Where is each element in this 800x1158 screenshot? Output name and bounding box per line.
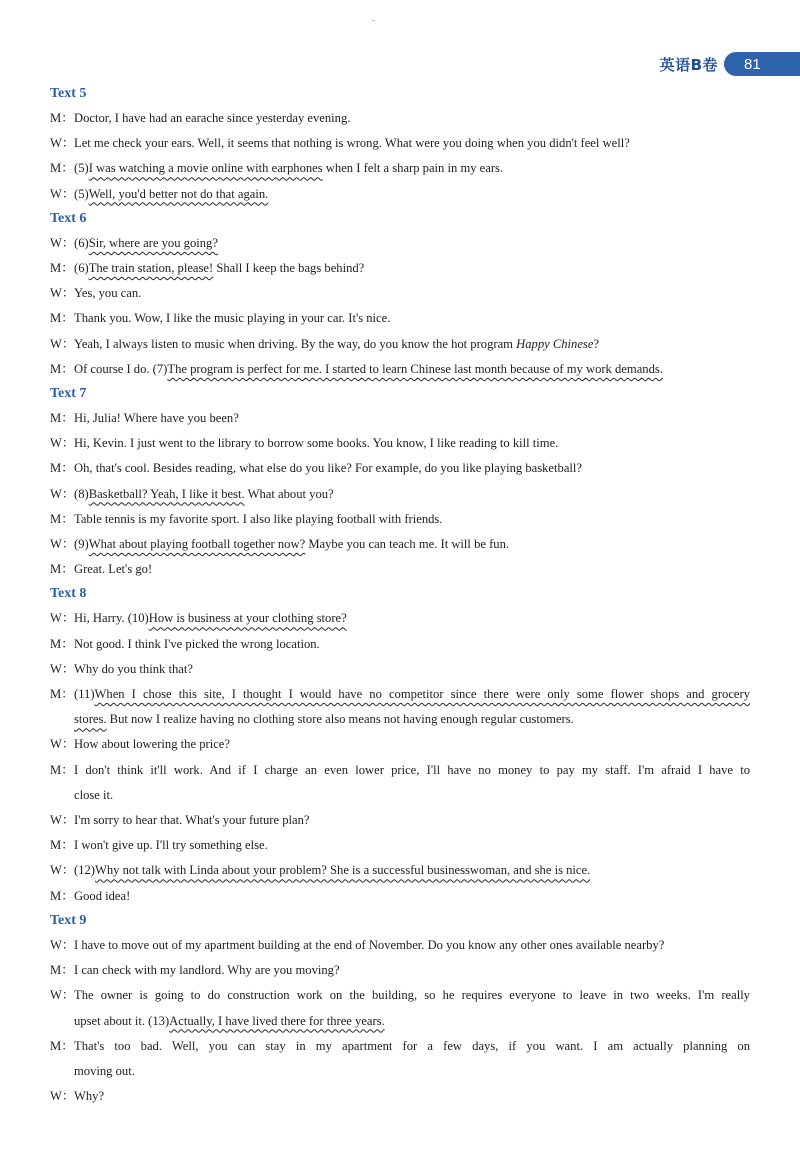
- line-text: [74, 411, 239, 425]
- dialogue-line: [50, 1034, 750, 1059]
- dialogue-line: [50, 808, 750, 833]
- speaker-label: W：: [50, 336, 75, 351]
- speaker-label: M：: [50, 762, 74, 777]
- speaker-label: W：: [50, 813, 75, 828]
- line-text: [74, 1089, 104, 1103]
- text-section: [50, 909, 750, 1109]
- dialogue-line-continuation: [50, 1059, 750, 1084]
- text-run: Great. Let's go!: [74, 562, 153, 577]
- line-text: [74, 187, 268, 201]
- answer-underline-text: Actually, I have lived there for three years.: [169, 1013, 385, 1028]
- speaker-label: M：: [50, 461, 74, 476]
- line-text: [74, 737, 230, 751]
- text-run: Thank you. Wow, I like the music playing in your car. It's nice.: [74, 311, 391, 326]
- speaker-label: W：: [50, 235, 75, 250]
- answer-underline-text: How is business at your clothing store?: [148, 611, 347, 626]
- text-run: (8): [74, 486, 89, 501]
- section-title: Text 7: [50, 386, 87, 402]
- text-run: Oh, that's cool. Besides reading, what else do you like? For example, do you like playing basketball?: [74, 461, 582, 476]
- line-text: [74, 461, 582, 475]
- text-run: The owner is going to do construction work on the building, so he requires everyone to leave in two weeks. I'm really: [74, 988, 750, 1003]
- line-text: [74, 362, 663, 376]
- dialogue-line: [50, 482, 750, 507]
- line-text: [74, 763, 750, 777]
- line-text: [74, 286, 141, 300]
- line-text: [74, 637, 320, 651]
- text-run: (12): [74, 863, 95, 878]
- dialogue-line: [50, 1084, 750, 1109]
- answer-underline-text: Well, you'd better not do that again.: [88, 186, 269, 201]
- section-title: Text 8: [50, 586, 87, 602]
- text-run: Doctor, I have had an earache since yesterday evening.: [74, 111, 351, 125]
- text-run: But now I realize having no clothing store also means not having enough regular customers.: [106, 712, 574, 727]
- text-run: Hi, Julia! Where have you been?: [74, 411, 239, 426]
- dialogue-line: [50, 606, 750, 631]
- dialogue-line: [50, 507, 750, 532]
- answer-underline-text: The train station, please!: [88, 261, 214, 276]
- answer-underline-text: stores.: [74, 712, 107, 727]
- text-run: (6): [74, 261, 89, 276]
- dialogue-line: [50, 682, 750, 707]
- dialogue-line: [50, 983, 750, 1008]
- line-text: [74, 687, 750, 701]
- page-header: [660, 52, 800, 76]
- answer-underline-text: Basketball? Yeah, I like it best.: [88, 486, 245, 501]
- text-run: Yes, you can.: [74, 286, 142, 301]
- text-run: How about lowering the price?: [74, 737, 230, 752]
- dialogue-line: [50, 657, 750, 682]
- line-text: [74, 337, 599, 351]
- line-text: [74, 838, 268, 852]
- text-run: Happy Chinese: [516, 336, 594, 351]
- speaker-label: W：: [50, 436, 75, 451]
- speaker-label: W：: [50, 136, 75, 151]
- section-title: Text 9: [50, 912, 87, 928]
- speaker-label: W：: [50, 937, 75, 952]
- text-run: Not good. I think I've picked the wrong location.: [74, 636, 320, 651]
- dialogue-line: [50, 256, 750, 281]
- text-run: (9): [74, 537, 89, 552]
- dialogue-line: [50, 357, 750, 382]
- dialogue-line: [50, 632, 750, 657]
- line-text: [74, 1014, 385, 1028]
- line-text: [74, 161, 503, 175]
- text-run: close it.: [74, 787, 114, 802]
- speaker-label: W：: [50, 1089, 75, 1104]
- dialogue-line: [50, 131, 750, 156]
- text-run: moving out.: [74, 1063, 135, 1078]
- speaker-label: M：: [50, 636, 74, 651]
- line-text: [74, 611, 347, 625]
- answer-underline-text: Sir, where are you going?: [88, 235, 218, 250]
- text-run: Hi, Harry. (10): [74, 611, 149, 626]
- text-run: What about you?: [244, 486, 334, 501]
- text-run: I'm sorry to hear that. What's your future plan?: [74, 813, 310, 828]
- line-text: [74, 537, 509, 551]
- text-run: I won't give up. I'll try something else.: [74, 838, 268, 853]
- text-run: Hi, Kevin. I just went to the library to borrow some books. You know, I like reading to kill time.: [74, 436, 559, 451]
- dialogue-line: [50, 106, 750, 131]
- text-section: [50, 207, 750, 382]
- text-section: [50, 382, 750, 582]
- text-run: (11): [74, 687, 95, 702]
- line-text: [74, 662, 193, 676]
- text-run: Why?: [74, 1089, 105, 1104]
- speaker-label: W：: [50, 286, 75, 301]
- answer-underline-text: The program is perfect for me. I started to learn Chinese last month because of my work demands.: [167, 361, 663, 376]
- speaker-label: W：: [50, 486, 75, 501]
- answer-underline-text: Why not talk with Linda about your problem? She is a successful businesswoman, and she is nice.: [94, 863, 591, 878]
- line-text: [74, 136, 630, 150]
- dialogue-line: [50, 182, 750, 207]
- speaker-label: M：: [50, 1038, 74, 1053]
- line-text: [74, 261, 364, 275]
- speaker-label: W：: [50, 737, 75, 752]
- speaker-label: M：: [50, 888, 74, 903]
- line-text: [74, 938, 664, 952]
- text-run: (5): [74, 161, 89, 176]
- page-number: 81: [724, 52, 800, 76]
- speaker-label: W：: [50, 661, 75, 676]
- dialogue-line-continuation: [50, 783, 750, 808]
- dialogue-line: [50, 557, 750, 582]
- text-section: [50, 82, 750, 207]
- line-text: [74, 1064, 135, 1078]
- speaker-label: M：: [50, 963, 74, 978]
- speaker-label: M：: [50, 838, 74, 853]
- line-text: [74, 988, 750, 1002]
- speaker-label: W：: [50, 186, 75, 201]
- section-title: Text 5: [50, 86, 87, 101]
- dialogue-line: [50, 306, 750, 331]
- speaker-label: M：: [50, 361, 74, 376]
- speaker-label: M：: [50, 311, 74, 326]
- scan-mark: [372, 20, 375, 21]
- line-text: [74, 236, 218, 250]
- dialogue-line: [50, 933, 750, 958]
- text-section: [50, 582, 750, 908]
- text-run: ?: [593, 336, 600, 351]
- text-run: Let me check your ears. Well, it seems that nothing is wrong. What were you doing when you didn't feel well?: [74, 136, 630, 151]
- line-text: [74, 512, 442, 526]
- speaker-label: M：: [50, 411, 74, 426]
- text-run: when I felt a sharp pain in my ears.: [322, 161, 504, 176]
- text-run: I can check with my landlord. Why are you moving?: [74, 963, 340, 978]
- dialogue-line: [50, 156, 750, 181]
- text-run: (5): [74, 186, 89, 201]
- dialogue-line: [50, 958, 750, 983]
- line-text: [74, 1039, 750, 1053]
- text-run: Yeah, I always listen to music when driving. By the way, do you know the hot program: [74, 336, 517, 351]
- dialogue-line: [50, 431, 750, 456]
- line-text: [74, 863, 590, 877]
- line-text: [74, 487, 334, 501]
- line-text: [74, 788, 113, 802]
- speaker-label: W：: [50, 611, 75, 626]
- answer-underline-text: What about playing football together now?: [88, 537, 306, 552]
- text-run: I have to move out of my apartment building at the end of November. Do you know any other ones available nearby?: [74, 937, 665, 952]
- answer-underline-text: When I chose this site, I thought I would have no competitor since there were only some flower shops and grocery: [94, 687, 750, 702]
- line-text: [74, 889, 130, 903]
- text-run: upset about it. (13): [74, 1013, 170, 1028]
- text-run: Good idea!: [74, 888, 131, 903]
- section-title: Text 6: [50, 210, 87, 226]
- dialogue-line: [50, 281, 750, 306]
- speaker-label: M：: [50, 161, 74, 176]
- line-text: [74, 813, 309, 827]
- dialogue-line: [50, 833, 750, 858]
- line-text: [74, 311, 390, 325]
- dialogue-line: [50, 732, 750, 757]
- speaker-label: M：: [50, 511, 74, 526]
- text-run: Why do you think that?: [74, 661, 193, 676]
- line-text: [74, 111, 350, 125]
- dialogue-line: [50, 758, 750, 783]
- speaker-label: W：: [50, 988, 75, 1003]
- speaker-label: M：: [50, 111, 74, 125]
- speaker-label: W：: [50, 537, 75, 552]
- dialogue-line-continuation: [50, 707, 750, 732]
- dialogue-line: [50, 231, 750, 256]
- speaker-label: M：: [50, 562, 74, 577]
- text-run: Maybe you can teach me. It will be fun.: [305, 537, 510, 552]
- dialogue-line: [50, 884, 750, 909]
- dialogue-line-continuation: [50, 1009, 750, 1034]
- dialogue-line: [50, 858, 750, 883]
- speaker-label: M：: [50, 687, 74, 702]
- answer-underline-text: I was watching a movie online with earphones: [88, 161, 323, 176]
- dialogue-line: [50, 456, 750, 481]
- speaker-label: M：: [50, 261, 74, 276]
- line-text: [74, 436, 558, 450]
- exam-title: 英语B卷: [659, 55, 718, 74]
- text-run: Of course I do. (7): [74, 361, 168, 376]
- line-text: [74, 562, 152, 576]
- dialogue-line: [50, 406, 750, 431]
- dialogue-line: [50, 332, 750, 357]
- text-run: Table tennis is my favorite sport. I also like playing football with friends.: [74, 511, 443, 526]
- text-run: Shall I keep the bags behind?: [213, 261, 365, 276]
- transcript: [50, 82, 750, 1109]
- text-run: (6): [74, 235, 89, 250]
- text-run: I don't think it'll work. And if I charge an even lower price, I'll have no money to pay my staff. I'm afraid I have to: [74, 762, 750, 777]
- dialogue-line: [50, 532, 750, 557]
- line-text: [74, 712, 574, 726]
- line-text: [74, 963, 340, 977]
- speaker-label: W：: [50, 863, 75, 878]
- text-run: That's too bad. Well, you can stay in my apartment for a few days, if you want. I am actually planning on: [74, 1038, 750, 1053]
